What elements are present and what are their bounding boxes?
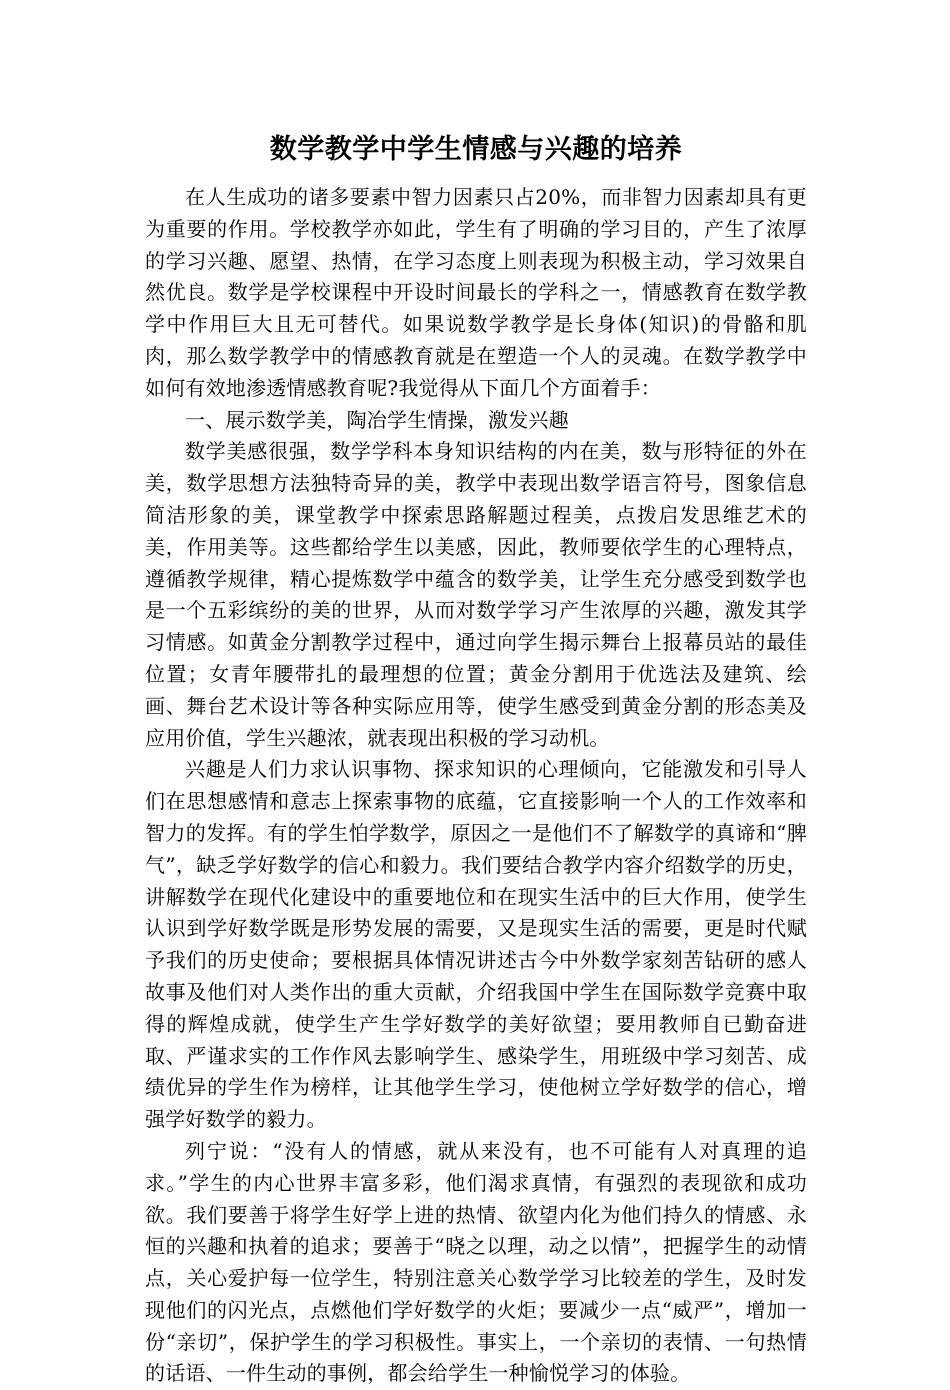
document-page — [145, 128, 807, 1390]
document-title: 数学教学中学生情感与兴趣的培养 — [269, 134, 683, 165]
body-paragraph: 列宁说：“没有人的情感，就从来没有，也不可能有人对真理的追求。”学生的内心世界丰富多彩，他们渴求真情，有强烈的表现欲和成功欲。我们要善于将学生好学上进的热情、欲望内化为他们持久的情感、永恒的兴趣和执着的追求；要善于“晓之以理，动之以情”，把握学生的动情点，关心爱护每一位学生，特别注意关心数学学习比较差的学生，及时发现他们的闪光点，点燃他们学好数学的火炬；要减少一点“威严”，增加一份“亲切”，保护学生的学习积极性。事实上，一个亲切的表情、一句热情的话语、一件生动的事例，都会给学生一种愉悦学习的体验。 — [145, 1138, 807, 1386]
body-paragraph: 数学美感很强，数学学科本身知识结构的内在美，数与形特征的外在美，数学思想方法独特奇异的美，教学中表现出数学语言符号，图象信息简洁形象的美，课堂教学中探索思路解题过程美，点拨启发思维艺术的美，作用美等。这些都给学生以美感，因此，教师要依学生的心理特点，遵循教学规律，精心提炼数学中蕴含的数学美，让学生充分感受到数学也是一个五彩缤纷的美的世界，从而对数学学习产生浓厚的兴趣，激发其学习情感。如黄金分割教学过程中，通过向学生揭示舞台上报幕员站的最佳位置；女青年腰带扎的最理想的位置；黄金分割用于优选法及建筑、绘画、舞台艺术设计等各种实际应用等，使学生感受到黄金分割的形态美及应用价值，学生兴趣浓，就表现出积极的学习动机。 — [145, 439, 807, 750]
section-heading: 一、展示数学美，陶冶学生情操，激发兴趣 — [185, 407, 569, 432]
body-paragraph: 兴趣是人们力求认识事物、探求知识的心理倾向，它能激发和引导人们在思想感情和意志上探索事物的底蕴，它直接影响一个人的工作效率和智力的发挥。有的学生怕学数学，原因之一是他们不了解数学的真谛和“脾气”，缺乏学好数学的信心和毅力。我们要结合教学内容介绍数学的历史，讲解数学在现代化建设中的重要地位和在现实生活中的巨大作用，使学生认识到学好数学既是形势发展的需要，又是现实生活的需要，更是时代赋予我们的历史使命；要根据具体情况讲述古今中外数学家刻苦钻研的感人故事及他们对人类作出的重大贡献，介绍我国中学生在国际数学竞赛中取得的辉煌成就，使学生产生学好数学的美好欲望；要用教师自已勤奋进取、严谨求实的工作作风去影响学生、感染学生，用班级中学习刻苦、成绩优异的学生作为榜样，让其他学生学习，使他树立学好数学的信心，增强学好数学的毅力。 — [145, 757, 807, 1132]
intro-paragraph: 在人生成功的诸多要素中智力因素只占20%，而非智力因素却具有更为重要的作用。学校教学亦如此，学生有了明确的学习目的，产生了浓厚的学习兴趣、愿望、热情，在学习态度上则表现为积极主动，学习效果自然优良。数学是学校课程中开设时间最长的学科之一，情感教育在数学教学中作用巨大且无可替代。如果说数学教学是长身体(知识)的骨骼和肌肉，那么数学教学中的情感教育就是在塑造一个人的灵魂。在数学教学中如何有效地渗透情感教育呢?我觉得从下面几个方面着手： — [145, 185, 807, 400]
